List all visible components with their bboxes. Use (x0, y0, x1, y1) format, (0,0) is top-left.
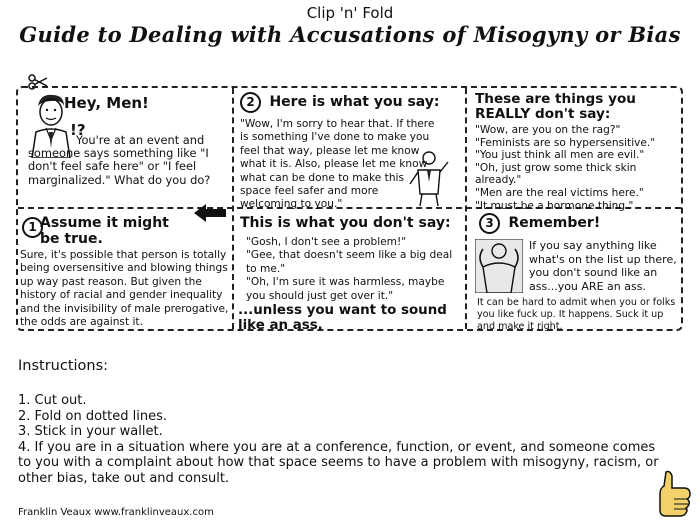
assume-heading: Assume it might be true. (40, 215, 169, 247)
dont-say-heading: This is what you don't say: (240, 215, 451, 231)
step-number-badge: 1 (22, 217, 43, 238)
remember-text: If you say anything like what's on the list up there, you don't sound like an ass...you ARE an ass. (529, 239, 677, 293)
exclamation-icon: !? (70, 121, 86, 139)
step-number-badge: 3 (479, 213, 500, 234)
what-you-say-heading: Here is what you say: (269, 94, 440, 110)
panel-remember (467, 209, 681, 332)
credit: Franklin Veaux www.franklinveaux.com (18, 507, 214, 518)
panel-what-you-say (234, 88, 465, 211)
list-item: "You just think all men are evil." (475, 149, 645, 162)
list-item: "Men are the real victims here." (475, 186, 644, 199)
list-item: "It must be a hormone thing." (475, 199, 634, 212)
dont-say-footer: ...unless you want to sound like an ass. (238, 303, 447, 334)
list-item: "Oh, I'm sure it was harmless, maybe you should just get over it." (246, 276, 445, 302)
assume-text: Sure, it's possible that person is totally being oversensitive and blowing things up way past reason. But given the history of racial and gender inequality and the invisibility of male prerogative, the odds are against it. (20, 249, 229, 329)
list-item: "Oh, just grow some thick skin already." (475, 161, 637, 187)
step-number-badge: 2 (240, 92, 261, 113)
really-dont-say-list (475, 124, 679, 212)
list-item: "Gosh, I don't see a problem!" (246, 236, 407, 248)
list-item: "Gee, that doesn't seem like a big deal to me." (246, 249, 453, 275)
instruction-step: 2. Fold on dotted lines. (18, 408, 167, 424)
panel-really-dont-say (467, 88, 681, 212)
instruction-step: 3. Stick in your wallet. (18, 424, 163, 440)
instruction-step: 4. If you are in a situation where you are at a conference, function, or event, and someone comes to you with a complaint about how that space seems to have a problem with misogyny, racism, or other bias, take out and consult. (18, 439, 659, 486)
what-you-say-quote: "Wow, I'm sorry to hear that. If there is something I've done to make you feel that way, please let me know what it is. Also, please let me know what can be done to make this space feel safer and more welcoming to you." (240, 118, 435, 211)
page-title: Guide to Dealing with Accusations of Misogyny or Bias (19, 22, 681, 47)
thumbs-up-icon (654, 468, 694, 518)
hey-men-text: You're at an event and someone says something like "I don't feel safe here" or "I feel marginalized." What do you do? (28, 133, 211, 187)
panel-hey-men (18, 88, 232, 207)
gesturing-man-illustration (408, 150, 450, 206)
remember-heading: Remember! (508, 215, 601, 231)
instructions-list (18, 393, 678, 487)
muscle-man-illustration (475, 239, 523, 293)
list-item: "Feminists are so hypersensitive." (475, 136, 656, 149)
panel-assume (18, 209, 232, 329)
hey-men-heading: Hey, Men! (64, 94, 149, 112)
remember-note: It can be hard to admit when you or folks you like fuck up. It happens. Suck it up and make it right. (477, 297, 676, 332)
header-subtitle: Clip 'n' Fold (306, 4, 394, 22)
really-dont-say-heading: These are things you REALLY don't say: (475, 91, 636, 122)
instruction-step: 1. Cut out. (18, 393, 87, 408)
instructions-title: Instructions: (18, 358, 109, 374)
dont-say-list (246, 236, 456, 303)
panel-what-you-dont-say (234, 209, 465, 334)
list-item: "Wow, are you on the rag?" (475, 124, 621, 136)
